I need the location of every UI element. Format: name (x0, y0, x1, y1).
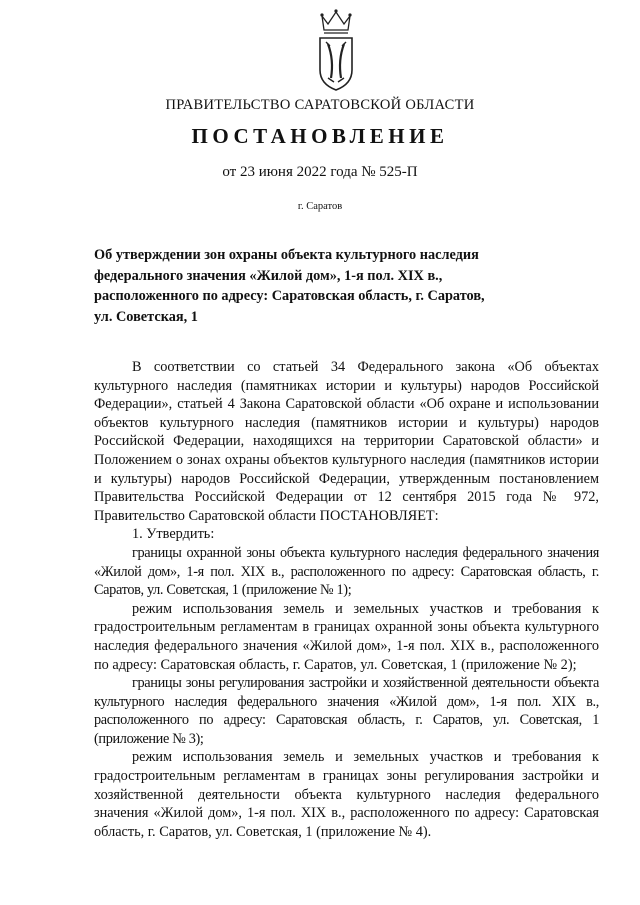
preamble-paragraph: В соответствии со статьей 34 Федерального закона «Об объектах культурного наследия (памятниках истории и культуры) народов Российской Федерации», статьей 4 Закона Саратовской области «Об охране и использовании объектов культурного наследия (памятников истории и культуры) народов Российской Федерации, находящихся на территории Саратовской области» и Положением о зонах охраны объектов культурного наследия (памятников истории и культуры) народов Российской Федерации, утвержденным постановлением Правительства Российской Федерации от 12 сентября 2015 года № 972, Правительство Саратовской области ПОСТАНОВЛЯЕТ: (94, 359, 599, 524)
document-subject: Об утверждении зон охраны объекта культурного наследия федерального значения «Жилой дом», 1-я пол. XIX в., расположенного по адресу: Саратовская область, г. Саратов, ул. Советская, 1 (94, 247, 485, 325)
approval-item-1: границы охранной зоны объекта культурного наследия федерального значения «Жилой дом», 1-я пол. XIX в., расположенного по адресу: Саратовская область, г. Саратов, ул. Советская, 1 (приложение № 1); (94, 544, 599, 599)
document-city: г. Саратов (297, 201, 343, 212)
organization-name: ПРАВИТЕЛЬСТВО САРАТОВСКОЙ ОБЛАСТИ (165, 97, 475, 113)
approval-item-3: границы зоны регулирования застройки и хозяйственной деятельности объекта культурного наследия федерального значения «Жилой дом», 1-я пол. XIX в., расположенного по адресу: Саратовская область, г. Саратов, ул. Советская, 1 (приложение № 3); (94, 675, 599, 747)
approval-item-4: режим использования земель и земельных участков и требования к градостроительным регламентам в границах зоны регулирования застройки и хозяйственной деятельности объекта культурного наследия федерального значения «Жилой дом», 1-я пол. XIX в., расположенного по адресу: Саратовская область, г. Саратов, ул. Советская, 1 (приложение № 4). (94, 749, 599, 840)
document-body (94, 358, 599, 841)
document-type: ПОСТАНОВЛЕНИЕ (191, 124, 449, 148)
saratov-coat-of-arms-icon (314, 8, 358, 92)
document-date-number: от 23 июня 2022 года № 525-П (222, 164, 418, 180)
item-1-heading: 1. Утвердить: (132, 526, 215, 543)
approval-item-2: режим использования земель и земельных участков и требования к градостроительным регламентам в границах охранной зоны объекта культурного наследия федерального значения «Жилой дом», 1-я пол. XIX в., расположенного по адресу: Саратовская область, г. Саратов, ул. Советская, 1 (приложение № 2); (94, 600, 599, 673)
